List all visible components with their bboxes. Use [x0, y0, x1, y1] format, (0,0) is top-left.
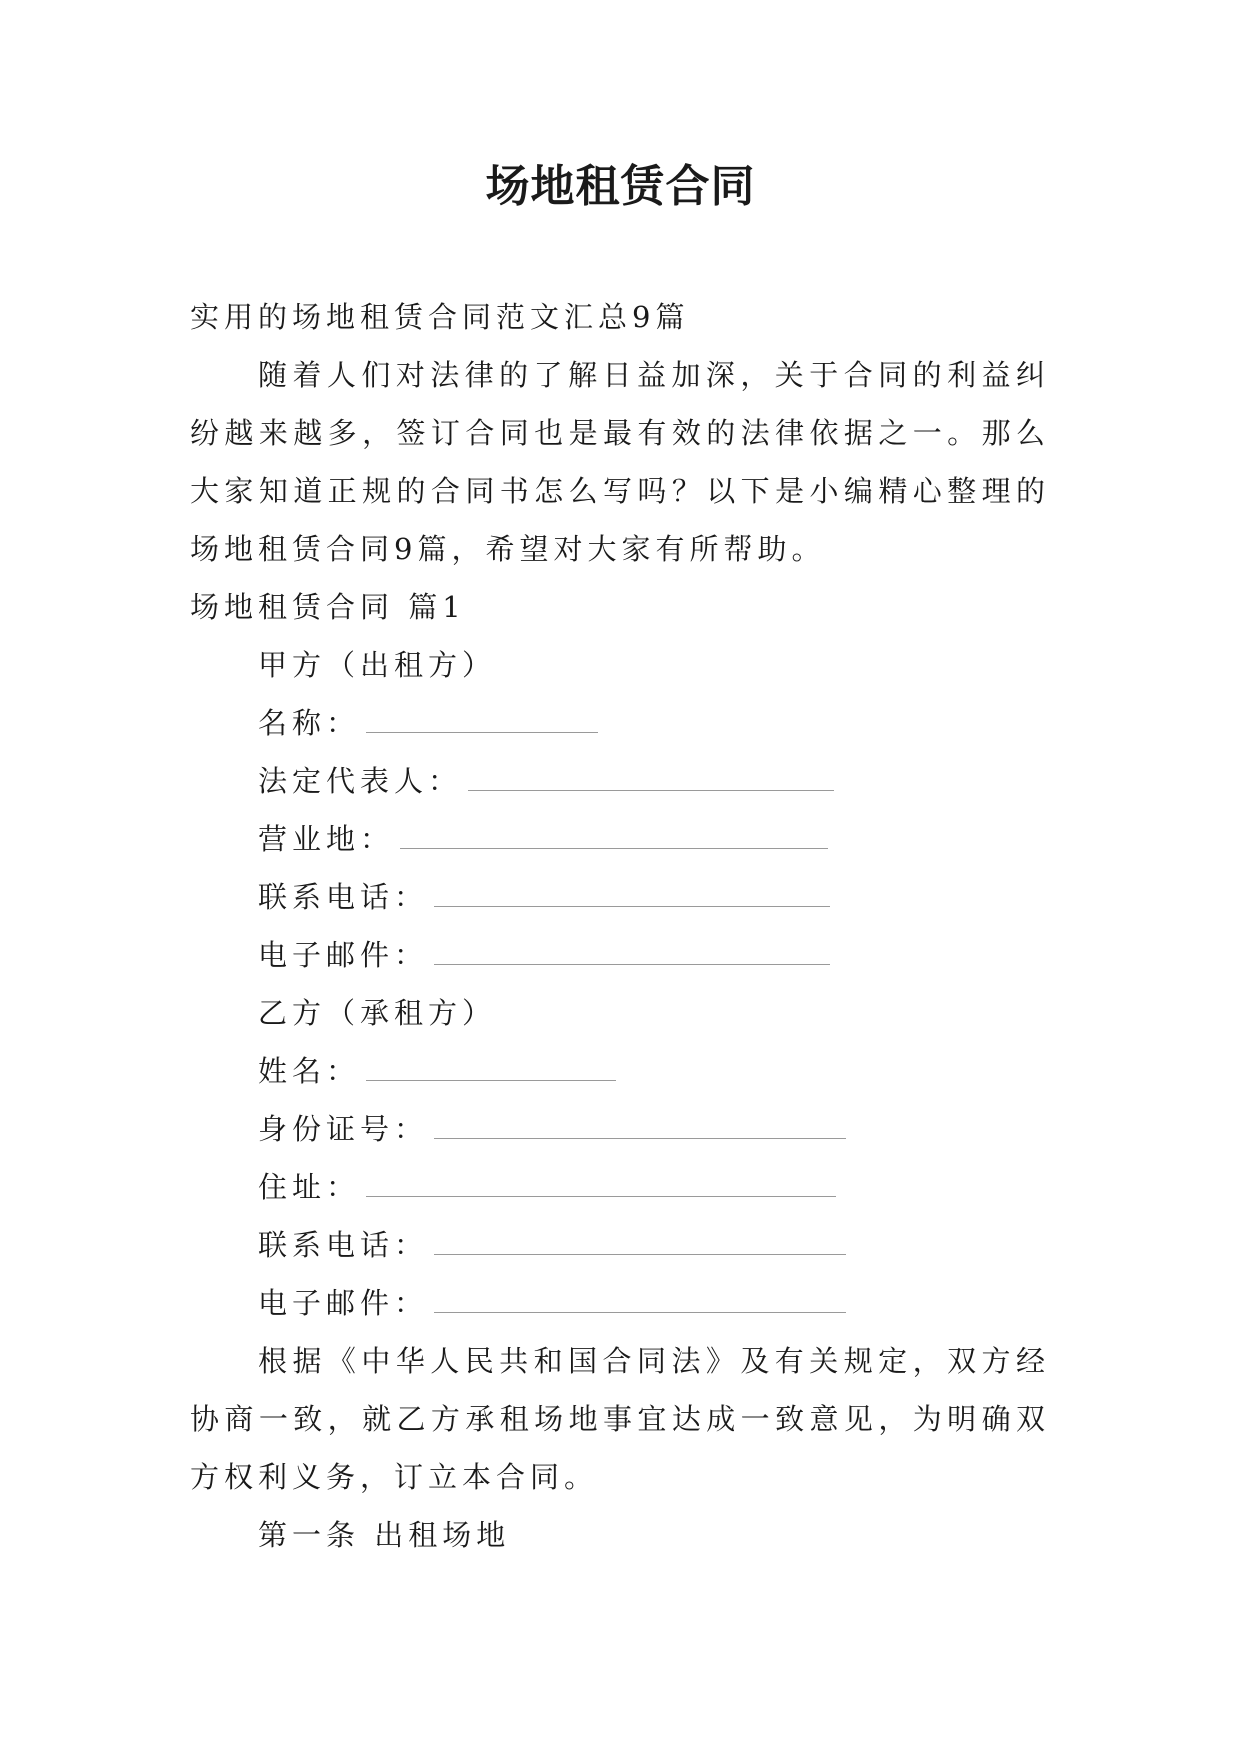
- party-b-email-label: 电子邮件：: [258, 1286, 429, 1320]
- party-a-phone-label: 联系电话：: [258, 880, 429, 914]
- party-a-email-label: 电子邮件：: [258, 938, 429, 972]
- party-a-name-blank: [366, 714, 598, 733]
- party-a-rep-row: [190, 752, 1050, 810]
- party-a-rep-label: 法定代表人：: [258, 764, 463, 798]
- party-a-address-row: [190, 810, 1050, 868]
- party-b-phone-row: [190, 1216, 1050, 1274]
- party-b-id-label: 身份证号：: [258, 1112, 429, 1146]
- intro-paragraph: 随着人们对法律的了解日益加深，关于合同的利益纠纷越来越多，签订合同也是最有效的法律依据之一。那么大家知道正规的合同书怎么写吗？以下是小编精心整理的场地租赁合同9篇，希望对大家有所帮助。: [190, 358, 1050, 566]
- party-a-email-blank: [434, 946, 830, 965]
- party-b-heading: 乙方（承租方）: [258, 996, 497, 1030]
- page-title: 场地租赁合同: [485, 161, 756, 212]
- party-b-name-label: 姓名：: [258, 1054, 361, 1088]
- party-a-name-row: [190, 694, 1050, 752]
- party-a-name-label: 名称：: [258, 706, 361, 740]
- party-a-phone-blank: [434, 888, 830, 907]
- party-b-address-label: 住址：: [258, 1170, 361, 1204]
- party-b-email-row: [190, 1274, 1050, 1332]
- party-a-email-row: [190, 926, 1050, 984]
- party-b-id-row: [190, 1100, 1050, 1158]
- article-1-heading: 第一条 出租场地: [258, 1518, 511, 1552]
- party-a-heading: 甲方（出租方）: [258, 648, 497, 682]
- party-b-name-blank: [366, 1062, 616, 1081]
- party-a-rep-blank: [468, 772, 834, 791]
- party-b-phone-blank: [434, 1236, 846, 1255]
- party-b-phone-label: 联系电话：: [258, 1228, 429, 1262]
- subtitle: 实用的场地租赁合同范文汇总9篇: [190, 300, 690, 334]
- party-a-address-label: 营业地：: [258, 822, 395, 856]
- section-heading: 场地租赁合同 篇1: [190, 590, 466, 624]
- party-b-address-row: [190, 1158, 1050, 1216]
- agreement-paragraph: 根据《中华人民共和国合同法》及有关规定，双方经协商一致，就乙方承租场地事宜达成一致意见，为明确双方权利义务，订立本合同。: [190, 1344, 1050, 1494]
- party-b-id-blank: [434, 1120, 846, 1139]
- document-body: [190, 288, 1050, 1564]
- party-a-phone-row: [190, 868, 1050, 926]
- party-b-email-blank: [434, 1294, 846, 1313]
- party-b-name-row: [190, 1042, 1050, 1100]
- party-a-address-blank: [400, 830, 828, 849]
- party-b-address-blank: [366, 1178, 836, 1197]
